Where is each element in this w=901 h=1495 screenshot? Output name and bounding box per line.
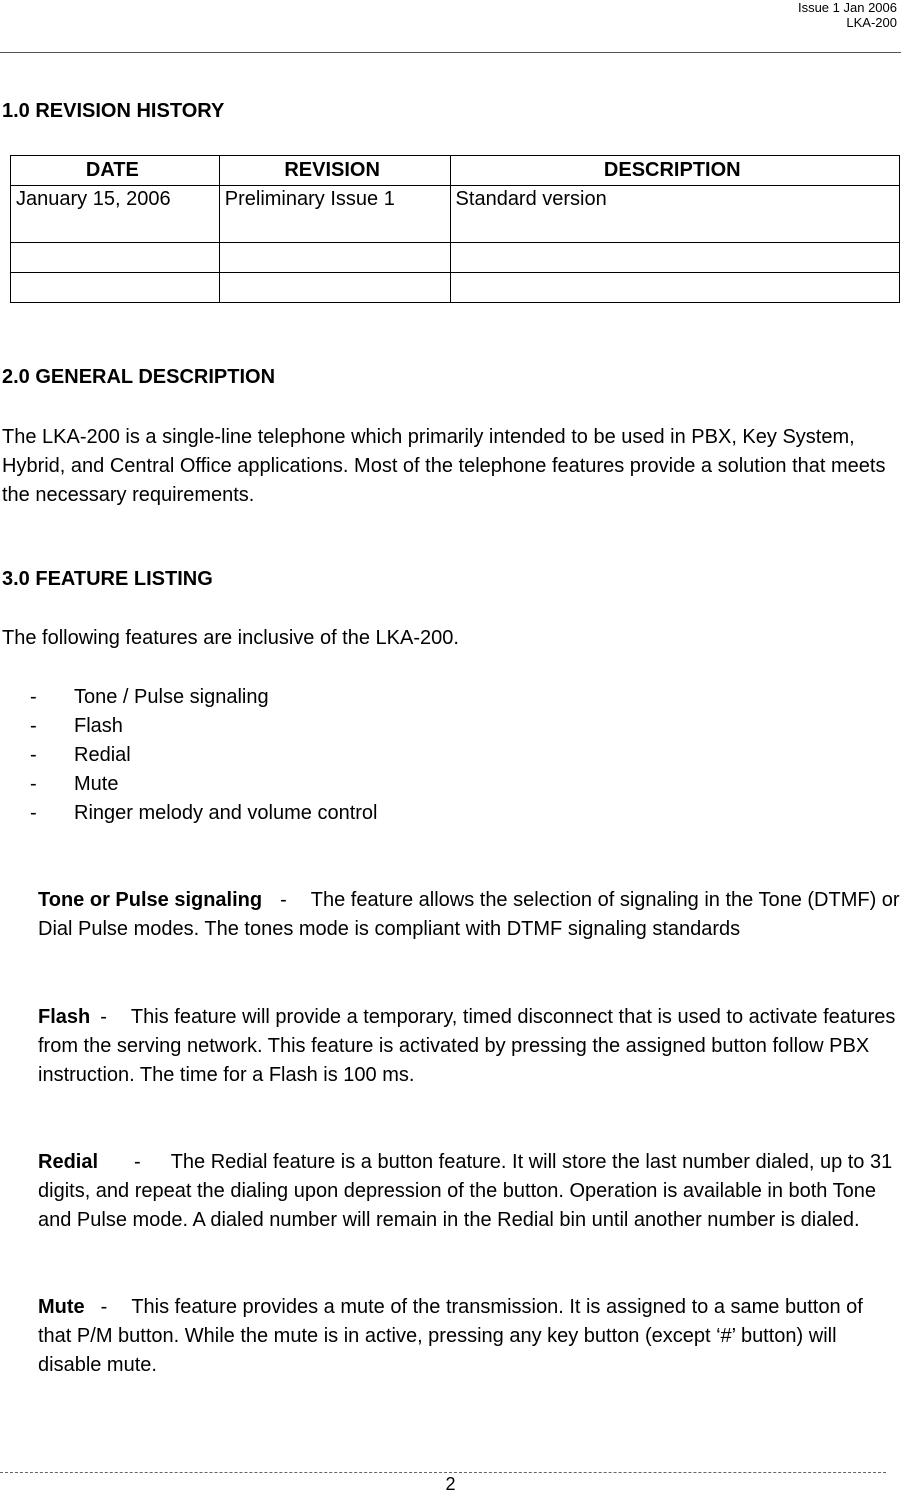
table-row	[11, 186, 900, 243]
feature-name: Flash	[38, 1006, 91, 1028]
table-row	[11, 243, 900, 273]
feature-separator: -	[100, 1006, 107, 1028]
list-item: - Flash	[30, 712, 378, 741]
table-header-row	[11, 156, 900, 186]
column-header-revision: REVISION	[219, 156, 450, 186]
feature-name: Redial	[38, 1151, 99, 1173]
feature-separator: -	[100, 1296, 108, 1318]
column-header-date: DATE	[11, 156, 220, 186]
list-item: - Redial	[30, 741, 378, 770]
feature-listing-intro: The following features are inclusive of the LKA-200.	[2, 627, 459, 649]
header-rule	[0, 52, 901, 53]
cell-revision	[219, 243, 450, 273]
list-item: - Mute	[30, 770, 378, 799]
list-item: - Tone / Pulse signaling	[30, 683, 378, 712]
column-header-description: DESCRIPTION	[450, 156, 899, 186]
bullet-dash: -	[30, 686, 37, 708]
bullet-dash: -	[30, 744, 37, 766]
cell-date	[11, 243, 220, 273]
cell-description	[450, 243, 899, 273]
feature-detail-flash	[38, 1003, 900, 1090]
header-issue: Issue 1 Jan 2006	[797, 0, 897, 15]
cell-description: Standard version	[450, 186, 899, 243]
general-description-text: The LKA-200 is a single-line telephone which primarily intended to be used in PBX, Key System, Hybrid, and Central Office applications. Most of the telephone features provide a solution that meets the necessary requirements.	[2, 426, 886, 506]
section-title-revision-history: 1.0 REVISION HISTORY	[2, 100, 225, 122]
feature-detail-mute	[38, 1293, 900, 1380]
footer-rule	[0, 1472, 886, 1473]
feature-separator: -	[134, 1151, 141, 1173]
section-title-feature-listing: 3.0 FEATURE LISTING	[2, 568, 213, 590]
feature-list	[30, 683, 378, 828]
feature-name: Mute	[38, 1296, 85, 1318]
feature-text: This feature will provide a temporary, timed disconnect that is used to activate features from the serving network. This feature is activated by pressing the assigned button follow PBX instruction. The time for a Flash is 100 ms.	[38, 1006, 896, 1086]
cell-description	[450, 273, 899, 303]
revision-table	[10, 155, 900, 303]
feature-detail-redial	[38, 1148, 900, 1235]
bullet-dash: -	[30, 802, 37, 824]
page-number: 2	[445, 1474, 456, 1494]
feature-detail-tone-pulse	[38, 886, 900, 944]
cell-revision: Preliminary Issue 1	[219, 186, 450, 243]
feature-separator: -	[280, 889, 287, 911]
feature-name: Tone or Pulse signaling	[38, 889, 263, 911]
cell-revision	[219, 273, 450, 303]
cell-date	[11, 273, 220, 303]
bullet-dash: -	[30, 773, 37, 795]
bullet-dash: -	[30, 715, 37, 737]
list-item: - Ringer melody and volume control	[30, 799, 378, 828]
header-block	[798, 0, 897, 30]
feature-text: This feature provides a mute of the transmission. It is assigned to a same button of that P/M button. While the mute is in active, pressing any key button (except ‘#’ button) will disable mute.	[38, 1296, 863, 1376]
section-title-general-description: 2.0 GENERAL DESCRIPTION	[2, 366, 276, 388]
feature-text: The feature allows the selection of signaling in the Tone (DTMF) or Dial Pulse modes. The tones mode is compliant with DTMF signaling standards	[38, 889, 900, 940]
header-model: LKA-200	[846, 15, 897, 30]
feature-text: The Redial feature is a button feature. It will store the last number dialed, up to 31 digits, and repeat the dialing upon depression of the button. Operation is available in both Tone and Pulse mode. A dialed number will remain in the Redial bin until another number is dialed.	[38, 1151, 893, 1231]
table-row	[11, 273, 900, 303]
cell-date: January 15, 2006	[11, 186, 220, 243]
